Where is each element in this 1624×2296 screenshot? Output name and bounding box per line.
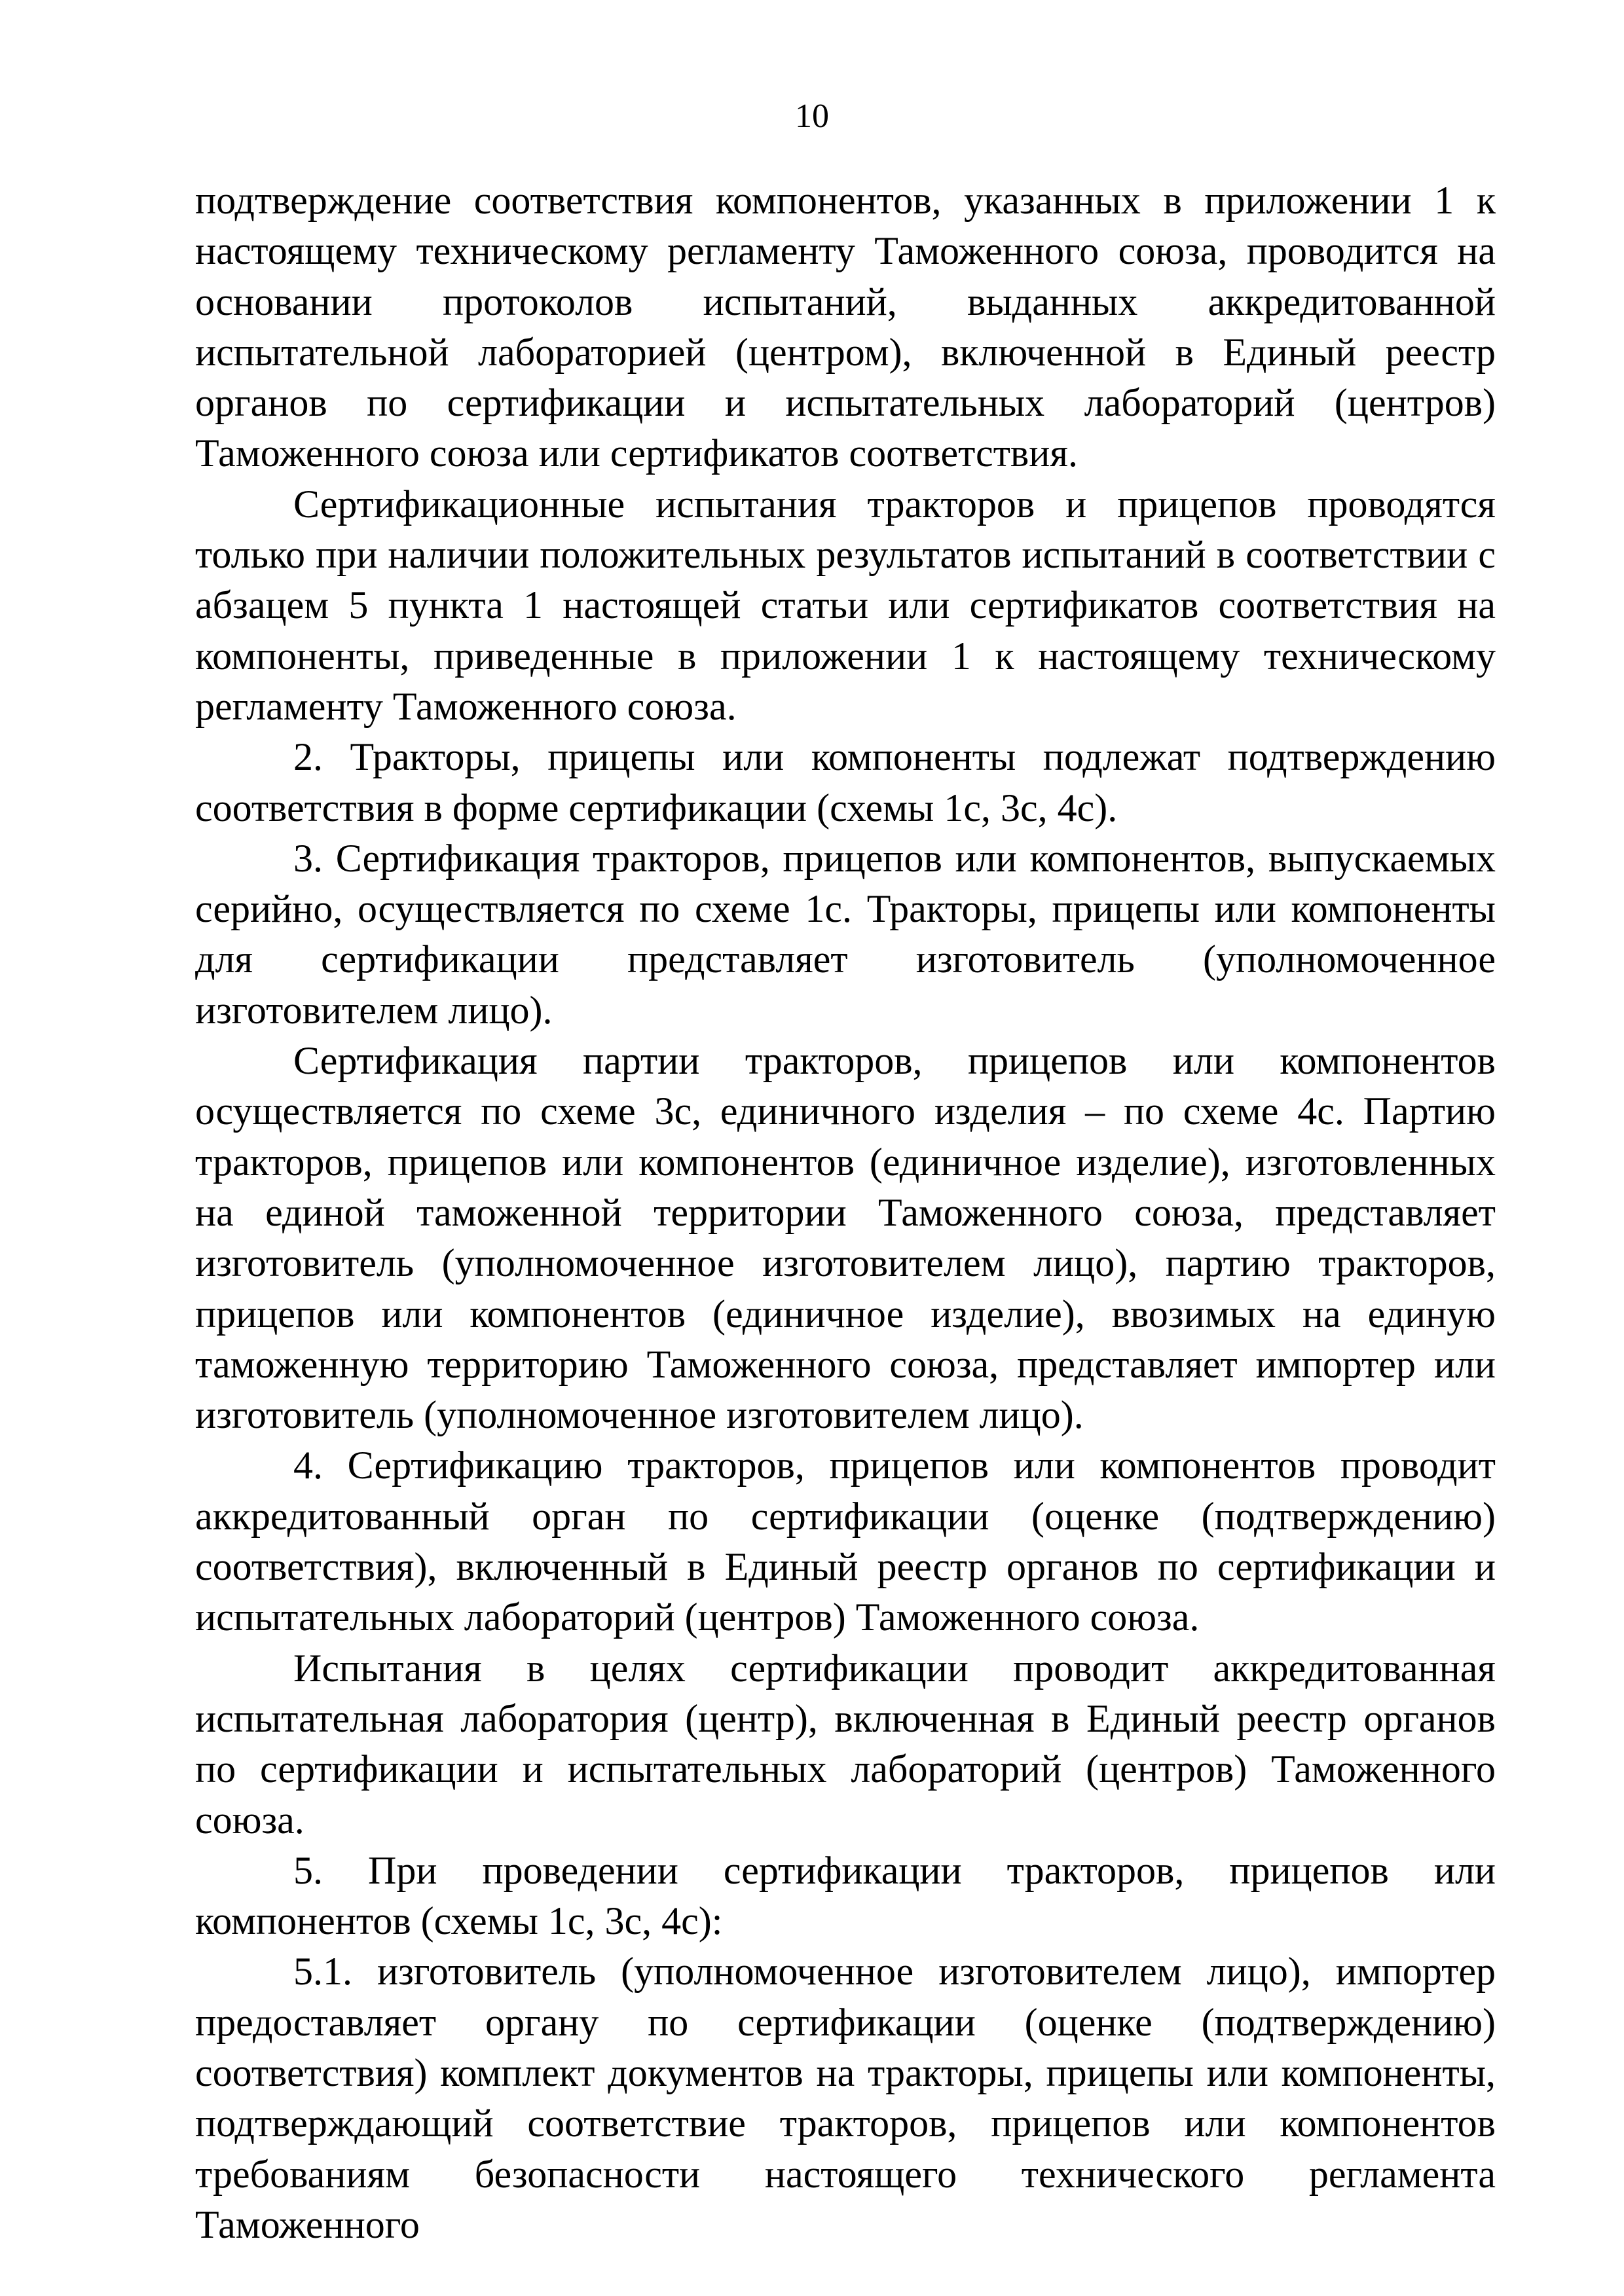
paragraph-item-3: 3. Сертификация тракторов, прицепов или компонентов, выпускаемых серийно, осуществляется по схеме 1с. Тракторы, прицепы или компоненты для сертификации представляет изготовитель (уполномоченное изготовителем лицо). (195, 836, 1496, 1032)
paragraph-item-5-1: 5.1. изготовитель (уполномоченное изготовителем лицо), импортер предоставляет органу по сертификации (оценке (подтверждению) соответствия) комплект документов на тракторы, прицепы или компоненты, подтверждающий соответствие тракторов, прицепов или компонентов требованиям безопасности настоящего технического регламента Таможенного (195, 1950, 1496, 2246)
paragraph-item-5: 5. При проведении сертификации тракторов, прицепов или компонентов (схемы 1с, 3с, 4с): (195, 1848, 1496, 1943)
paragraph-testing-lab: Испытания в целях сертификации проводит аккредитованная испытательная лаборатория (центр), включенная в Единый реестр органов по сертификации и испытательных лабораторий (центров) Таможенного союза. (195, 1646, 1496, 1842)
paragraph-continuation: подтверждение соответствия компонентов, указанных в приложении 1 к настоящему техническому регламенту Таможенного союза, проводится на основании протоколов испытаний, выданных аккредитованной испытательной лабораторией (центром), включенной в Единый реестр органов по сертификации и испытательных лабораторий (центров) Таможенного союза или сертификатов соответствия. (195, 179, 1496, 475)
paragraph-certification-tests: Сертификационные испытания тракторов и прицепов проводятся только при наличии положительных результатов испытаний в соответствии с абзацем 5 пункта 1 настоящей статьи или сертификатов соответствия на компоненты, приведенные в приложении 1 к настоящему техническому регламенту Таможенного союза. (195, 482, 1496, 728)
paragraph-item-2: 2. Тракторы, прицепы или компоненты подлежат подтверждению соответствия в форме сертификации (схемы 1с, 3с, 4с). (195, 735, 1496, 829)
page-number: 10 (795, 98, 829, 135)
document-body (195, 175, 1496, 2250)
paragraph-item-4: 4. Сертификацию тракторов, прицепов или компонентов проводит аккредитованный орган по сертификации (оценке (подтверждению) соответствия), включенный в Единый реестр органов по сертификации и испытательных лабораторий (центров) Таможенного союза. (195, 1444, 1496, 1639)
paragraph-batch-certification: Сертификация партии тракторов, прицепов или компонентов осуществляется по схеме 3с, единичного изделия – по схеме 4с. Партию тракторов, прицепов или компонентов (единичное изделие), изготовленных на единой таможенной территории Таможенного союза, представляет изготовитель (уполномоченное изготовителем лицо), партию тракторов, прицепов или компонентов (единичное изделие), ввозимых на единую таможенную территорию Таможенного союза, представляет импортер или изготовитель (уполномоченное изготовителем лицо). (195, 1039, 1496, 1437)
